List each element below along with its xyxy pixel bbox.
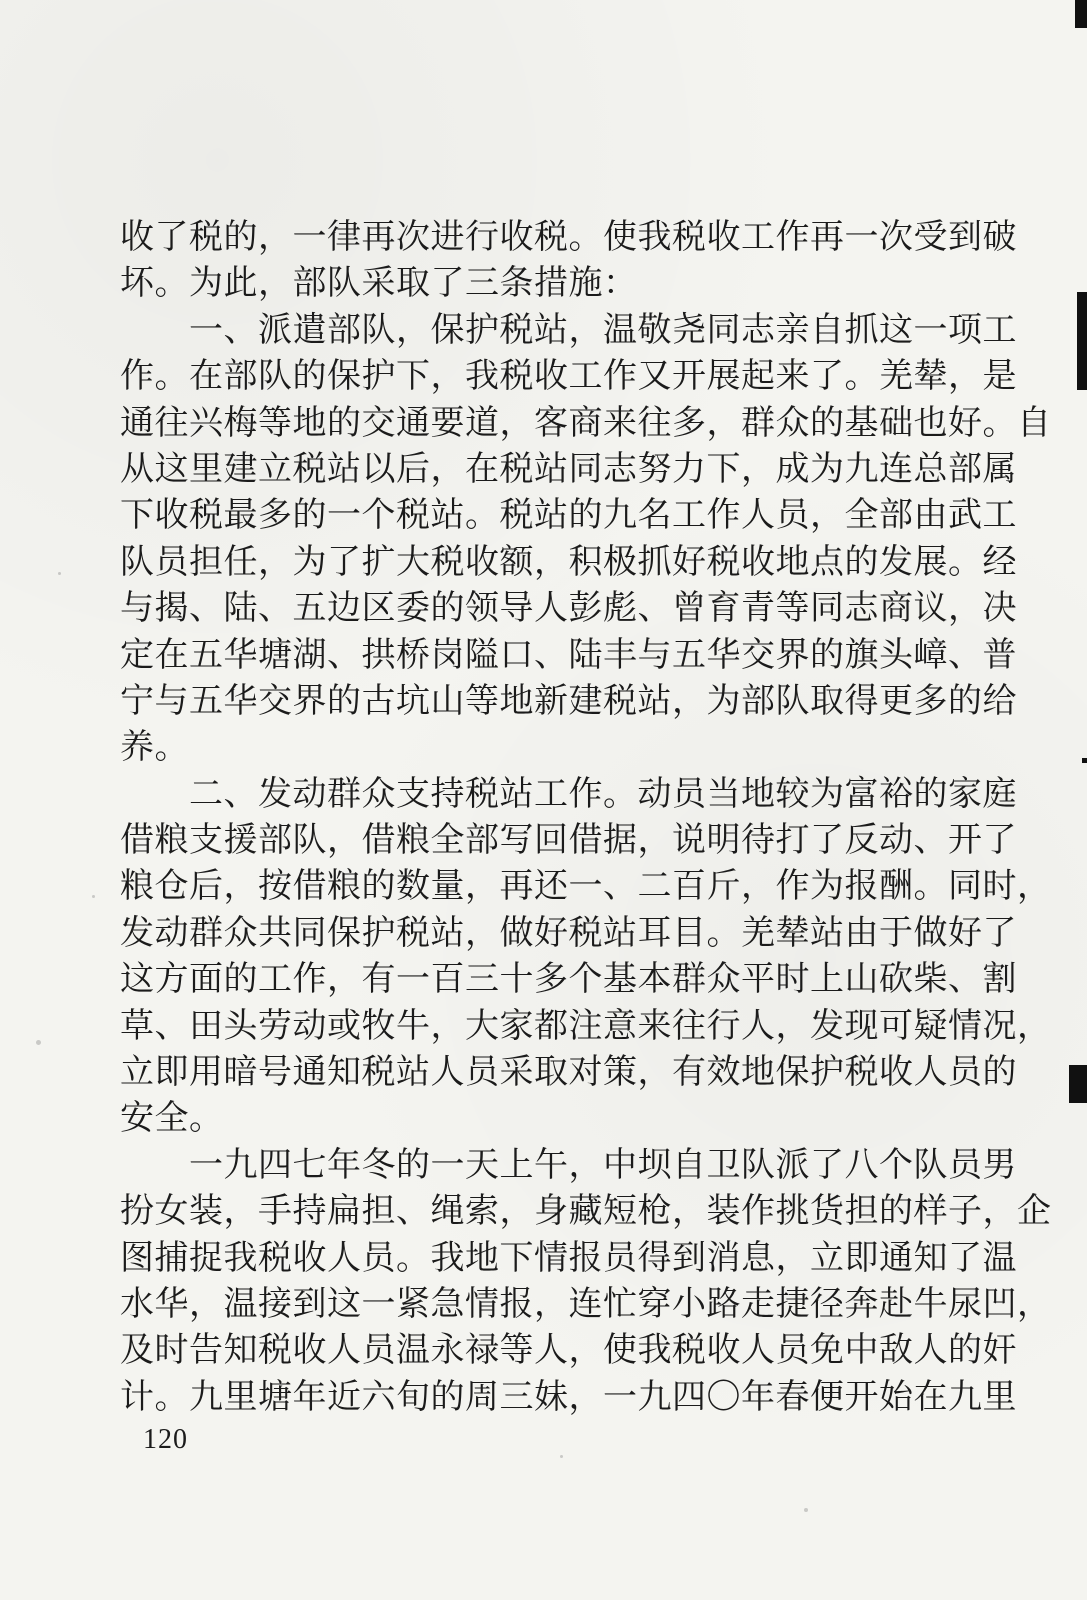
text-line: 及时告知税收人员温永禄等人，使我税收人员免中敌人的奸 — [120, 1330, 1017, 1371]
text-line: 水华，温接到这一紧急情报，连忙穿小路走捷径奔赴牛尿凹， — [120, 1283, 1052, 1324]
text-line: 通往兴梅等地的交通要道，客商来往多，群众的基础也好。自 — [120, 402, 1052, 443]
text-line: 作。在部队的保护下，我税收工作又开展起来了。羌辇，是 — [120, 356, 1017, 397]
text-line: 草、田头劳动或牧牛，大家都注意来往行人，发现可疑情况， — [120, 1005, 1052, 1046]
text-line: 下收税最多的一个税站。税站的九名工作人员，全部由武工 — [120, 495, 1017, 536]
text-line: 发动群众共同保护税站，做好税站耳目。羌辇站由于做好了 — [120, 912, 1017, 953]
text-line: 宁与五华交界的古坑山等地新建税站，为部队取得更多的给 — [120, 680, 1017, 721]
text-line: 队员担任，为了扩大税收额，积极抓好税收地点的发展。经 — [120, 541, 1017, 582]
scan-speck — [804, 1508, 808, 1512]
text-line: 二、发动群众支持税站工作。动员当地较为富裕的家庭 — [120, 773, 1017, 814]
page-number: 120 — [143, 1424, 188, 1455]
text-line: 安全。 — [120, 1098, 224, 1139]
scan-speck — [58, 572, 61, 575]
text-line: 图捕捉我税收人员。我地下情报员得到消息，立即通知了温 — [120, 1237, 1017, 1278]
text-line: 立即用暗号通知税站人员采取对策，有效地保护税收人员的 — [120, 1052, 1017, 1093]
scan-speck — [36, 1040, 41, 1045]
text-line: 计。九里塘年近六旬的周三妹，一九四〇年春便开始在九里 — [120, 1376, 1017, 1417]
text-line: 这方面的工作，有一百三十多个基本群众平时上山砍柴、割 — [120, 959, 1017, 1000]
text-line: 收了税的，一律再次进行收税。使我税收工作再一次受到破 — [120, 217, 1017, 257]
scan-speck — [92, 895, 95, 898]
text-line: 定在五华塘湖、拱桥岗隘口、陆丰与五华交界的旗头嶂、普 — [120, 634, 1017, 675]
text-line: 与揭、陆、五边区委的领导人彭彪、曾育青等同志商议，决 — [120, 588, 1017, 629]
body-text — [120, 214, 1052, 1420]
scan-edge-mark — [1075, 0, 1087, 28]
scan-edge-mark — [1069, 1065, 1087, 1103]
text-line: 养。 — [120, 727, 189, 768]
text-line: 借粮支援部队，借粮全部写回借据，说明待打了反动、开了 — [120, 820, 1017, 861]
scan-edge-mark — [1077, 292, 1087, 390]
text-line: 一、派遣部队，保护税站，温敬尧同志亲自抓这一项工 — [120, 309, 1017, 350]
text-line: 从这里建立税站以后，在税站同志努力下，成为九连总部属 — [120, 448, 1017, 489]
scan-edge-mark — [1082, 758, 1087, 763]
text-line: 扮女装，手持扁担、绳索，身藏短枪，装作挑货担的样子，企 — [120, 1191, 1052, 1232]
text-line: 坏。为此，部队采取了三条措施： — [120, 263, 638, 304]
text-line: 一九四七年冬的一天上午，中坝自卫队派了八个队员男 — [120, 1144, 1017, 1185]
scan-speck — [560, 1455, 563, 1458]
text-line: 粮仓后，按借粮的数量，再还一、二百斤，作为报酬。同时， — [120, 866, 1052, 907]
